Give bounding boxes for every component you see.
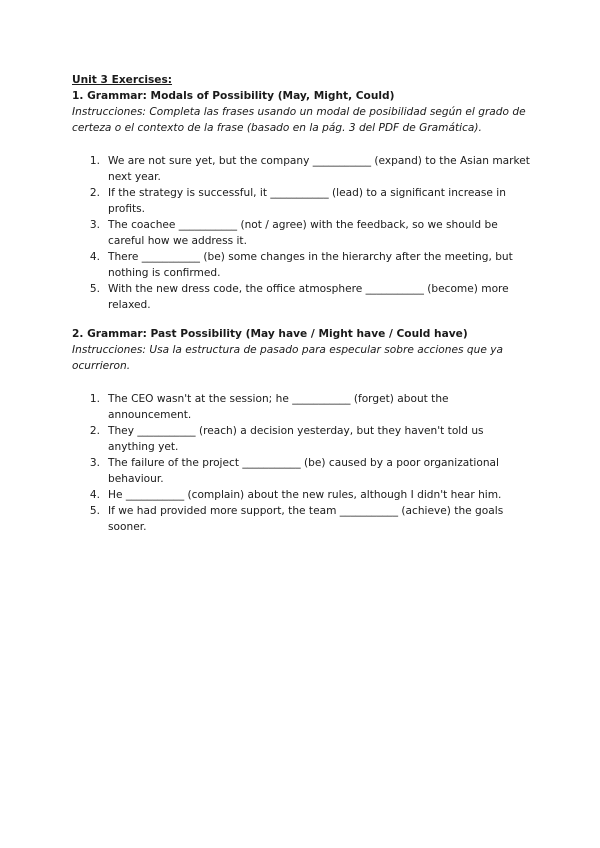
item-number: 4.	[89, 489, 100, 501]
item-text: With the new dress code, the office atmosphere ___________ (become) more relaxed.	[108, 283, 509, 311]
section-instructions: Instrucciones: Usa la estructura de pasado para especular sobre acciones que ya ocurrieron.	[72, 344, 503, 372]
section-past-possibility	[72, 326, 532, 535]
item-text: He ___________ (complain) about the new rules, although I didn't hear him.	[108, 489, 502, 501]
item-text: We are not sure yet, but the company ___________ (expand) to the Asian market next year.	[108, 155, 530, 183]
item-text: They ___________ (reach) a decision yesterday, but they haven't told us anything yet.	[108, 425, 484, 453]
list-item	[72, 455, 532, 487]
item-text: There ___________ (be) some changes in the hierarchy after the meeting, but nothing is confirmed.	[108, 251, 513, 279]
item-number: 5.	[89, 505, 100, 517]
list-item	[72, 217, 532, 249]
item-number: 5.	[89, 283, 100, 295]
list-item	[72, 391, 532, 423]
item-number: 4.	[89, 251, 100, 263]
list-item	[72, 153, 532, 185]
list-item	[72, 185, 532, 217]
item-number: 2.	[89, 187, 100, 199]
list-item	[72, 249, 532, 281]
section-modals-of-possibility	[72, 88, 532, 313]
item-number: 2.	[89, 425, 100, 437]
list-item	[72, 423, 532, 455]
item-number: 1.	[89, 155, 100, 167]
item-text: The coachee ___________ (not / agree) with the feedback, so we should be careful how we address it.	[108, 219, 498, 247]
section-title: 2. Grammar: Past Possibility (May have / Might have / Could have)	[72, 328, 468, 340]
item-number: 1.	[89, 393, 100, 405]
exercise-list	[72, 391, 532, 535]
section-title: 1. Grammar: Modals of Possibility (May, Might, Could)	[72, 90, 395, 102]
item-text: If the strategy is successful, it ___________ (lead) to a significant increase in profits.	[108, 187, 506, 215]
list-item	[72, 487, 532, 503]
list-item	[72, 281, 532, 313]
document-page	[72, 72, 532, 535]
item-number: 3.	[89, 457, 100, 469]
list-item	[72, 503, 532, 535]
exercise-list	[72, 153, 532, 313]
section-instructions: Instrucciones: Completa las frases usando un modal de posibilidad según el grado de certeza o el contexto de la frase (basado en la pág. 3 del PDF de Gramática).	[72, 106, 526, 134]
item-number: 3.	[89, 219, 100, 231]
item-text: The failure of the project ___________ (be) caused by a poor organizational behaviour.	[108, 457, 499, 485]
unit-title: Unit 3 Exercises:	[72, 74, 173, 86]
item-text: The CEO wasn't at the session; he ___________ (forget) about the announcement.	[108, 393, 449, 421]
item-text: If we had provided more support, the team ___________ (achieve) the goals sooner.	[108, 505, 504, 533]
